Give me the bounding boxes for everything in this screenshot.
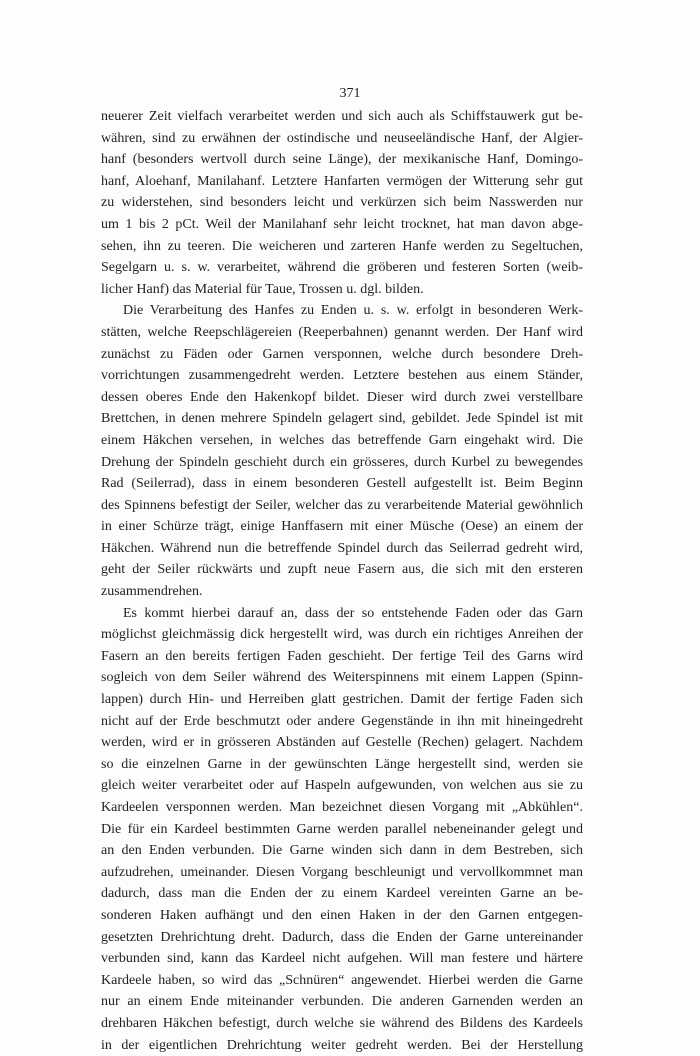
text-line: Drehung der Spindeln geschieht durch ein grösseres, durch Kurbel zu bewegendes: [101, 454, 583, 470]
body-text: [101, 106, 583, 1056]
text-line: werden, wird er in grösseren Abständen auf Gestelle (Rechen) gelagert. Nachdem: [101, 735, 583, 751]
text-line: lappen) durch Hin- und Herreiben glatt gestrichen. Damit der fertige Faden sich: [101, 692, 583, 708]
text-line: Die Verarbeitung des Hanfes zu Enden u. s. w. erfolgt in besonderen Werk-: [123, 303, 583, 319]
text-line: Kardeelen versponnen werden. Man bezeichnet diesen Vorgang mit „Abkühlen“.: [101, 800, 583, 815]
text-line: neuerer Zeit vielfach verarbeitet werden und sich auch als Schiffstauwerk gut be-: [101, 109, 583, 124]
text-line: währen, sind zu erwähnen der ostindische und neuseeländische Hanf, der Algier-: [101, 130, 583, 146]
text-line: dessen oberes Ende den Hakenkopf bildet. Dieser wird durch zwei verstellbare: [101, 389, 583, 405]
text-line: Segelgarn u. s. w. verarbeitet, während die gröberen und festeren Sorten (weib-: [101, 260, 583, 276]
text-line: Rad (Seilerrad), dass in einem besonderen Gestell aufgestellt ist. Beim Beginn: [101, 476, 583, 492]
text-line: Es kommt hierbei darauf an, dass der so entstehende Faden oder das Garn: [123, 605, 583, 621]
text-line: Die für ein Kardeel bestimmten Garne werden parallel nebeneinander gelegt und: [101, 821, 583, 837]
text-line: gleich weiter verarbeitet oder auf Haspeln aufgewunden, von welchen aus sie zu: [101, 778, 583, 794]
text-line: sogleich von dem Seiler während des Weiterspinnens mit einem Lappen (Spinn-: [101, 670, 583, 686]
text-line: Brettchen, in denen mehrere Spindeln gelagert sind, gebildet. Jede Spindel ist mit: [101, 411, 583, 427]
text-line: zunächst zu Fäden oder Garnen versponnen, welche durch besondere Dreh-: [101, 346, 583, 362]
text-line: an den Enden verbunden. Die Garne winden sich dann in dem Bestreben, sich: [101, 843, 583, 859]
page-number: 371: [339, 86, 361, 101]
paragraph: [101, 603, 583, 1056]
text-line: licher Hanf) das Material für Taue, Trossen u. dgl. bilden.: [101, 281, 424, 297]
text-line: des Spinnens befestigt der Seiler, welcher das zu verarbeitende Material gewöhnlich: [101, 497, 583, 513]
text-line: hanf, Aloehanf, Manilahanf. Letztere Hanfarten vermögen der Witterung sehr gut: [101, 173, 583, 189]
text-line: Fasern an den bereits fertigen Faden geschieht. Der fertige Teil des Garns wird: [101, 648, 583, 664]
text-line: verbunden sind, kann das Kardeel nicht aufgehen. Will man festere und härtere: [101, 951, 583, 967]
text-line: nicht auf der Erde beschmutzt oder andere Gegenstände in ihn mit hineingedreht: [101, 713, 583, 729]
text-line: zu widerstehen, sind besonders leicht und verkürzen sich beim Nasswerden nur: [101, 195, 583, 211]
text-line: sonderen Haken aufhängt und den einen Haken in der den Garnen entgegen-: [101, 907, 583, 923]
text-line: hanf (besonders wertvoll durch seine Länge), der mexikanische Hanf, Domingo-: [101, 152, 583, 168]
text-line: vorrichtungen zusammengedreht werden. Letztere bestehen aus einem Ständer,: [101, 368, 583, 384]
paragraph: [101, 300, 583, 602]
text-line: gesetzten Drehrichtung dreht. Dadurch, dass die Enden der Garne untereinander: [101, 929, 583, 945]
text-line: geht der Seiler rückwärts und zupft neue Fasern aus, die sich mit den ersteren: [101, 562, 583, 578]
text-line: Häkchen. Während nun die betreffende Spindel durch das Seilerrad gedreht wird,: [101, 540, 583, 556]
text-line: in der eigentlichen Drehrichtung weiter gedreht werden. Bei der Herstellung: [101, 1037, 583, 1053]
text-line: möglichst gleichmässig dick hergestellt wird, was durch ein richtiges Anreihen der: [101, 627, 583, 643]
text-line: drehbaren Häkchen befestigt, durch welche sie während des Bildens des Kardeels: [101, 1015, 583, 1031]
paragraph: [101, 106, 583, 300]
text-line: dadurch, dass man die Enden der zu einem Kardeel vereinten Garne an be-: [101, 886, 583, 902]
text-line: stätten, welche Reepschlägereien (Reeperbahnen) genannt werden. Der Hanf wird: [101, 324, 583, 340]
text-line: Kardeele haben, so wird das „Schnüren“ angewendet. Hierbei werden die Garne: [101, 972, 583, 988]
text-line: um 1 bis 2 pCt. Weil der Manilahanf sehr leicht trocknet, hat man davon abge-: [101, 216, 583, 232]
text-line: in einer Schürze trägt, einige Hanffasern mit einer Müsche (Oese) an einem der: [101, 519, 583, 535]
text-line: so die einzelnen Garne in der gewünschten Länge hergestellt sind, werden sie: [101, 756, 583, 772]
text-line: sehen, ihn zu teeren. Die weicheren und zarteren Hanfe werden zu Segeltuchen,: [101, 238, 583, 254]
text-line: aufzudrehen, umeinander. Diesen Vorgang beschleunigt und vervollkommnet man: [101, 864, 583, 880]
text-line: einem Häkchen versehen, in welches das betreffende Garn eingehakt wird. Die: [101, 432, 583, 448]
text-line: nur an einem Ende miteinander verbunden. Die anderen Garnenden werden an: [101, 994, 583, 1010]
text-line: zusammendrehen.: [101, 584, 203, 600]
